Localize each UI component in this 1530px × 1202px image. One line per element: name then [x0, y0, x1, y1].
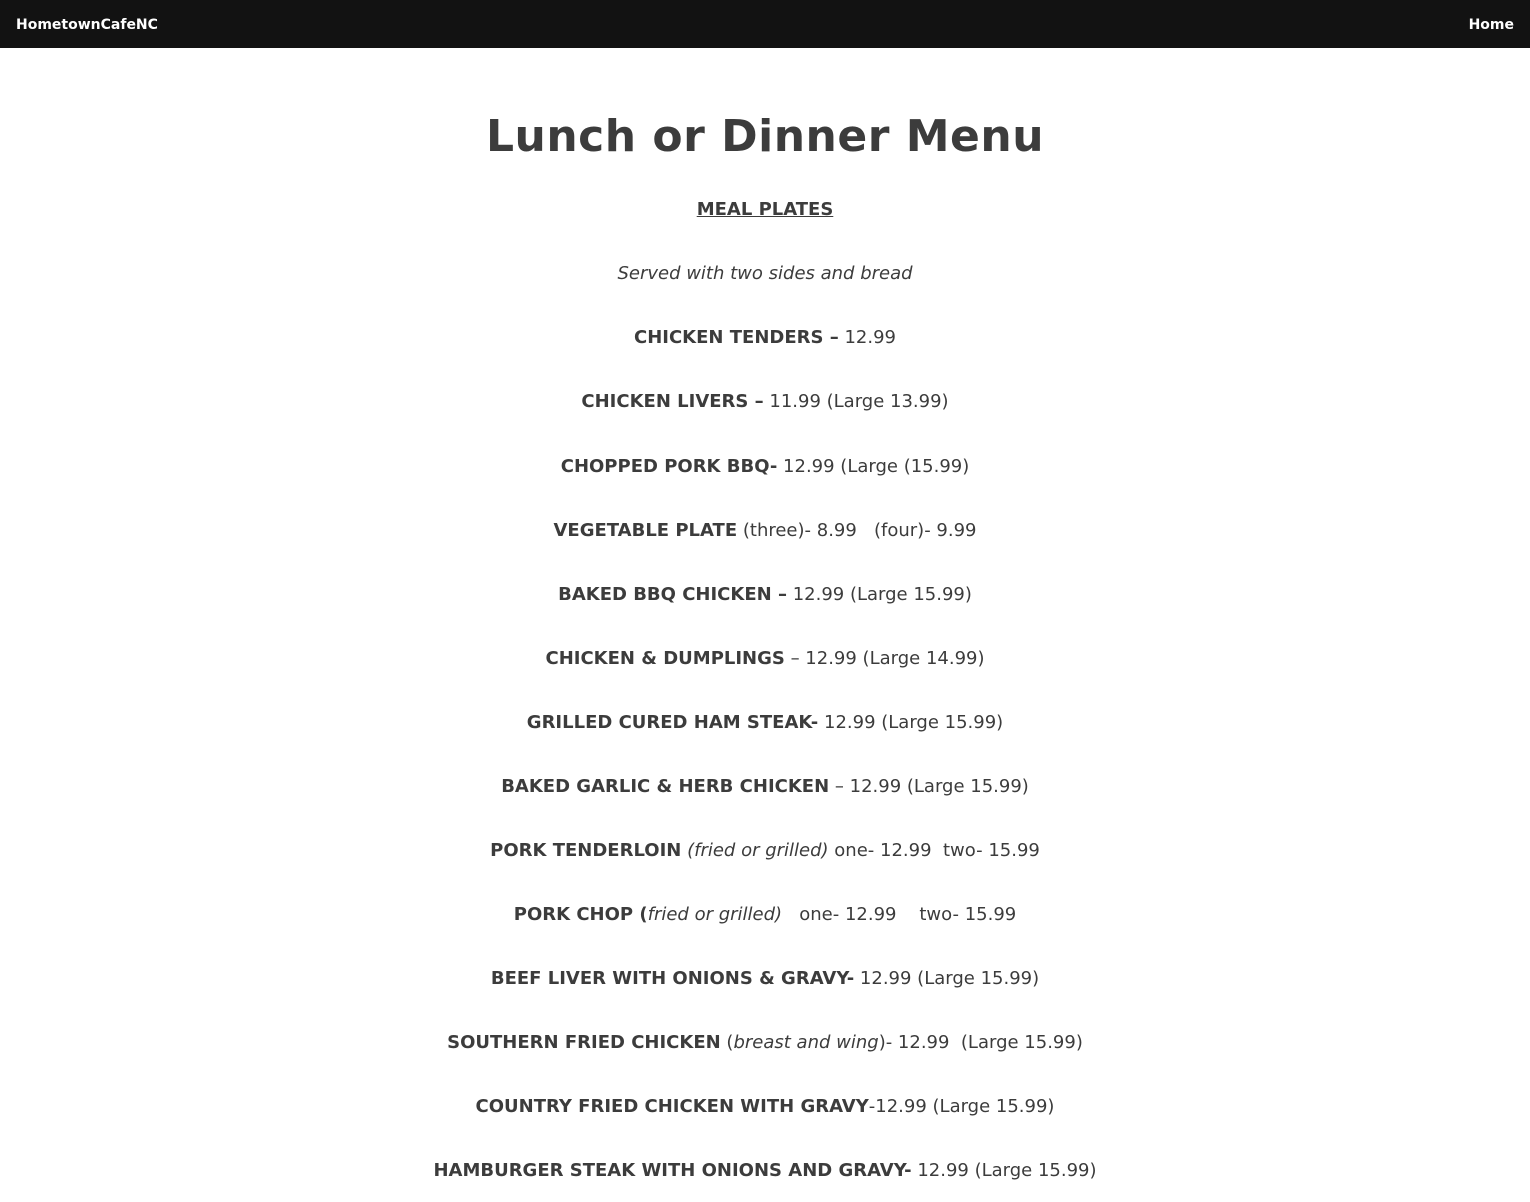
menu-item-option: breast and wing [733, 1032, 879, 1053]
menu-item-chicken-livers [0, 390, 1530, 414]
menu-item-price: 11.99 (Large 13.99) [763, 391, 949, 412]
menu-item-southern-fried-chicken [0, 1031, 1530, 1055]
menu-item-vegetable-plate [0, 519, 1530, 543]
menu-item-price: one- 12.99 two- 15.99 [828, 840, 1040, 861]
menu-item-chopped-pork-bbq [0, 455, 1530, 479]
menu-item-price: one- 12.99 two- 15.99 [782, 904, 1017, 925]
menu-item-price: -12.99 (Large 15.99) [868, 1096, 1055, 1117]
menu-item-grilled-ham-steak [0, 711, 1530, 735]
menu-item-price: 12.99 (Large 15.99) [911, 1160, 1097, 1181]
menu-item-name: VEGETABLE PLATE [553, 520, 738, 541]
menu-item-paren: ( [720, 1032, 734, 1053]
section-note: Served with two sides and bread [617, 263, 913, 284]
menu-item-beef-liver [0, 967, 1530, 991]
menu-item-name: PORK CHOP ( [513, 904, 648, 925]
menu-item-chicken-tenders [0, 326, 1530, 350]
menu-item-pork-tenderloin [0, 839, 1530, 863]
menu-item-price: 12.99 [838, 327, 896, 348]
menu-item-price: (three)- 8.99 (four)- 9.99 [737, 520, 977, 541]
menu-item-name: CHOPPED PORK BBQ- [560, 456, 778, 477]
top-navigation-bar [0, 0, 1530, 48]
menu-item-name: BAKED BBQ CHICKEN – [558, 584, 787, 605]
menu-item-country-fried-chicken [0, 1095, 1530, 1119]
page-title: Lunch or Dinner Menu [485, 111, 1045, 162]
menu-item-option: fried or grilled) [647, 904, 783, 925]
menu-item-hamburger-steak [0, 1159, 1530, 1183]
menu-item-price: 12.99 (Large (15.99) [777, 456, 970, 477]
menu-item-name: BAKED GARLIC & HERB CHICKEN [501, 776, 830, 797]
menu-item-price: 12.99 (Large 15.99) [786, 584, 972, 605]
menu-item-option: (fried or grilled) [681, 840, 829, 861]
menu-item-pork-chop [0, 903, 1530, 927]
menu-item-name: GRILLED CURED HAM STEAK- [526, 712, 819, 733]
nav-home-link[interactable]: Home [1468, 17, 1514, 33]
section-heading-meal-plates: MEAL PLATES [696, 199, 834, 220]
menu-item-price: 12.99 (Large 15.99) [818, 712, 1004, 733]
menu-item-name: COUNTRY FRIED CHICKEN WITH GRAVY [475, 1096, 869, 1117]
menu-item-chicken-dumplings [0, 647, 1530, 671]
menu-item-baked-bbq-chicken [0, 583, 1530, 607]
menu-item-name: PORK TENDERLOIN [490, 840, 682, 861]
menu-item-name: SOUTHERN FRIED CHICKEN [447, 1032, 721, 1053]
menu-item-price: 12.99 (Large 15.99) [854, 968, 1040, 989]
site-brand-link[interactable]: HometownCafeNC [16, 17, 158, 33]
menu-item-name: CHICKEN LIVERS – [581, 391, 764, 412]
menu-item-price: – 12.99 (Large 14.99) [784, 648, 985, 669]
menu-item-name: BEEF LIVER WITH ONIONS & GRAVY- [490, 968, 855, 989]
menu-item-name: CHICKEN TENDERS – [634, 327, 839, 348]
menu-item-name: HAMBURGER STEAK WITH ONIONS AND GRAVY- [433, 1160, 912, 1181]
menu-item-price: )- 12.99 (Large 15.99) [878, 1032, 1083, 1053]
menu-item-price: – 12.99 (Large 15.99) [829, 776, 1029, 797]
menu-item-name: CHICKEN & DUMPLINGS [545, 648, 785, 669]
menu-item-garlic-herb-chicken [0, 775, 1530, 799]
